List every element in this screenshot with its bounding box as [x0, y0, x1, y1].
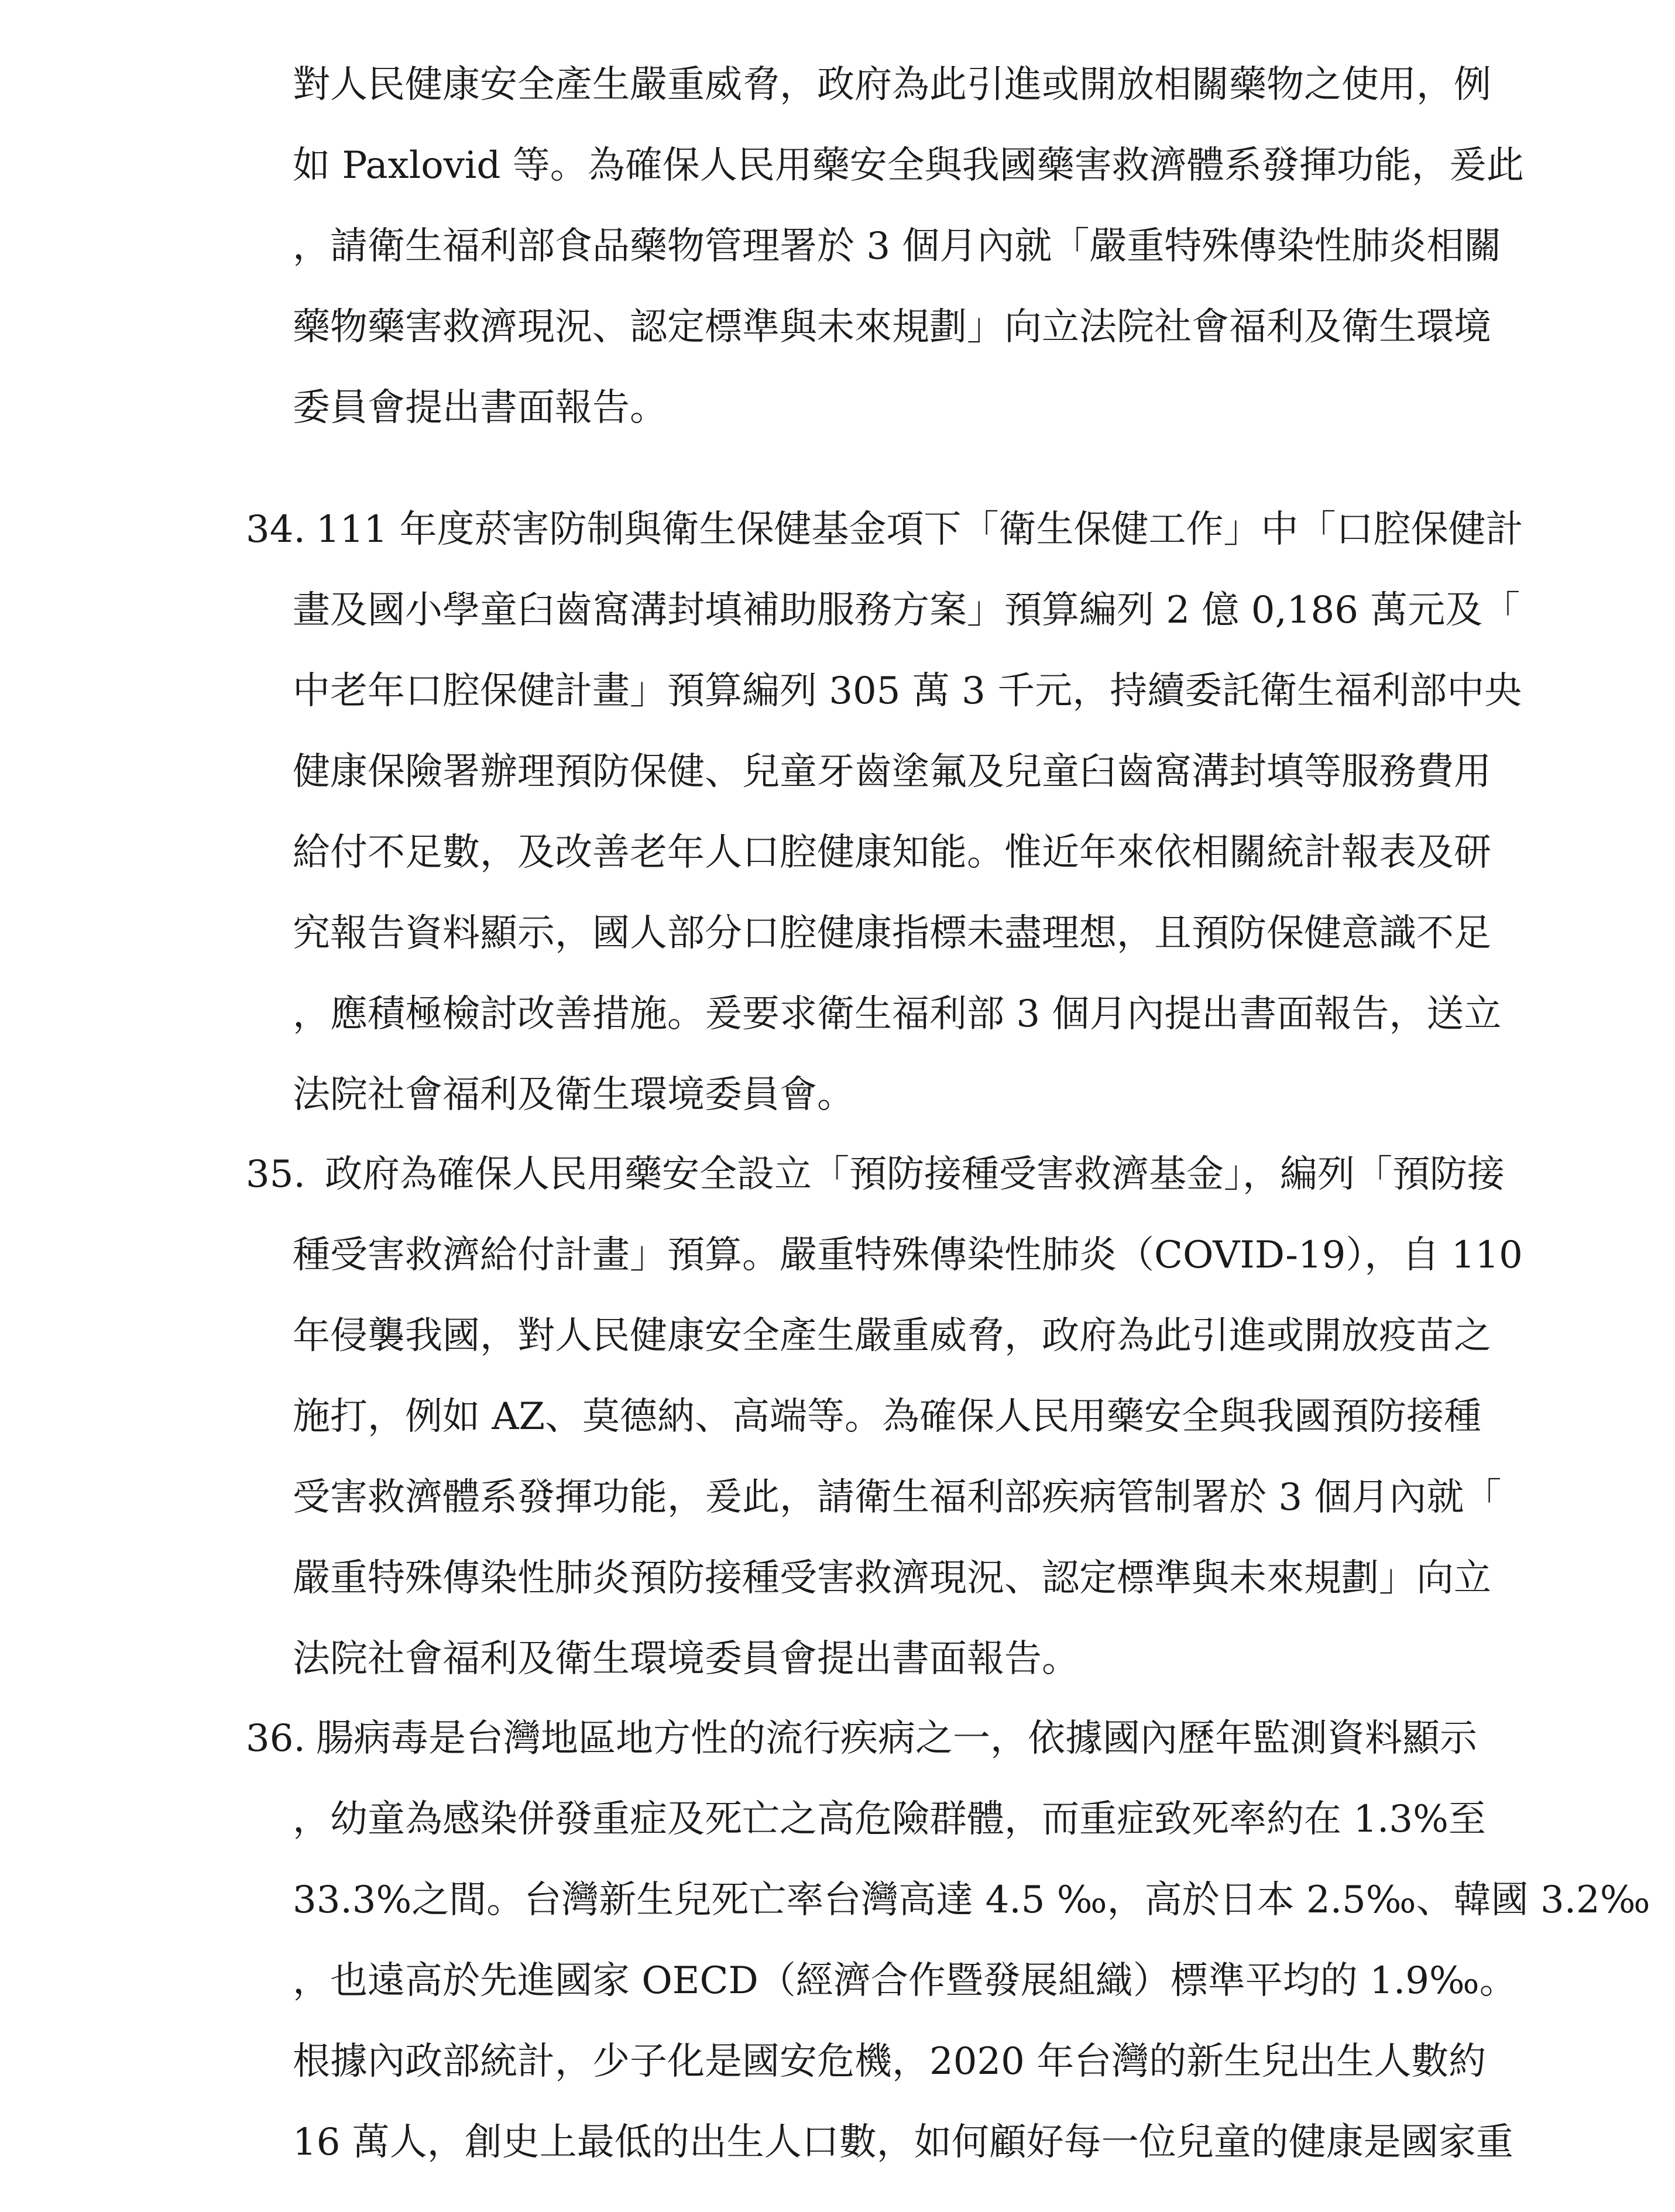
- paragraph-line: ，幼童為感染併發重症及死亡之高危險群體，而重症致死率約在 1.3%至: [293, 1798, 1486, 1841]
- paragraph-line: 種受害救濟給付計畫」預算。嚴重特殊傳染性肺炎（COVID-19），自 110: [293, 1234, 1523, 1277]
- paragraph-line: 政府為確保人民用藥安全設立「預防接種受害救濟基金」，編列「預防接: [325, 1153, 1505, 1196]
- paragraph-line: 究報告資料顯示，國人部分口腔健康指標未盡理想，且預防保健意識不足: [293, 912, 1491, 955]
- item-number: 35.: [246, 1153, 306, 1196]
- paragraph-line: 如 Paxlovid 等。為確保人民用藥安全與我國藥害救濟體系發揮功能，爰此: [293, 144, 1524, 187]
- paragraph-line: 健康保險署辦理預防保健、兒童牙齒塗氟及兒童臼齒窩溝封填等服務費用: [293, 750, 1491, 794]
- paragraph-line: 法院社會福利及衛生環境委員會提出書面報告。: [293, 1637, 1079, 1681]
- paragraph-line: 33.3%之間。台灣新生兒死亡率台灣高達 4.5 ‰，高於日本 2.5‰、韓國 3.2‰: [293, 1878, 1650, 1922]
- paragraph-line: 法院社會福利及衛生環境委員會。: [293, 1073, 854, 1117]
- paragraph-line: 委員會提出書面報告。: [293, 386, 667, 430]
- paragraph-line: 中老年口腔保健計畫」預算編列 305 萬 3 千元，持續委託衛生福利部中央: [293, 669, 1522, 713]
- paragraph-line: ，應積極檢討改善措施。爰要求衛生福利部 3 個月內提出書面報告，送立: [293, 992, 1502, 1036]
- item-number: 36.: [246, 1717, 306, 1760]
- paragraph-line: 根據內政部統計，少子化是國安危機，2020 年台灣的新生兒出生人數約: [293, 2040, 1487, 2083]
- paragraph-line: 111 年度菸害防制與衛生保健基金項下「衛生保健工作」中「口腔保健計: [316, 508, 1523, 551]
- paragraph-line: 畫及國小學童臼齒窩溝封填補助服務方案」預算編列 2 億 0,186 萬元及「: [293, 589, 1520, 632]
- item-number: 34.: [246, 508, 306, 551]
- paragraph-line: ，也遠高於先進國家 OECD（經濟合作暨發展組織）標準平均的 1.9‰。: [293, 1959, 1517, 2003]
- paragraph-line: 16 萬人，創史上最低的出生人口數，如何顧好每一位兒童的健康是國家重: [293, 2121, 1513, 2164]
- paragraph-line: 年侵襲我國，對人民健康安全產生嚴重威脅，政府為此引進或開放疫苗之: [293, 1314, 1491, 1358]
- paragraph-line: 施打，例如 AZ、莫德納、高端等。為確保人民用藥安全與我國預防接種: [293, 1395, 1482, 1438]
- paragraph-line: ，請衛生福利部食品藥物管理署於 3 個月內就「嚴重特殊傳染性肺炎相關: [293, 225, 1502, 268]
- paragraph-line: 腸病毒是台灣地區地方性的流行疾病之一，依據國內歷年監測資料顯示: [316, 1717, 1477, 1760]
- paragraph-line: 受害救濟體系發揮功能，爰此，請衛生福利部疾病管制署於 3 個月內就「: [293, 1476, 1502, 1519]
- paragraph-line: 給付不足數，及改善老年人口腔健康知能。惟近年來依相關統計報表及研: [293, 831, 1491, 874]
- paragraph-line: 嚴重特殊傳染性肺炎預防接種受害救濟現況、認定標準與未來規劃」向立: [293, 1557, 1491, 1600]
- paragraph-line: 藥物藥害救濟現況、認定標準與未來規劃」向立法院社會福利及衛生環境: [293, 305, 1491, 349]
- paragraph-line: 對人民健康安全產生嚴重威脅，政府為此引進或開放相關藥物之使用，例: [293, 63, 1491, 107]
